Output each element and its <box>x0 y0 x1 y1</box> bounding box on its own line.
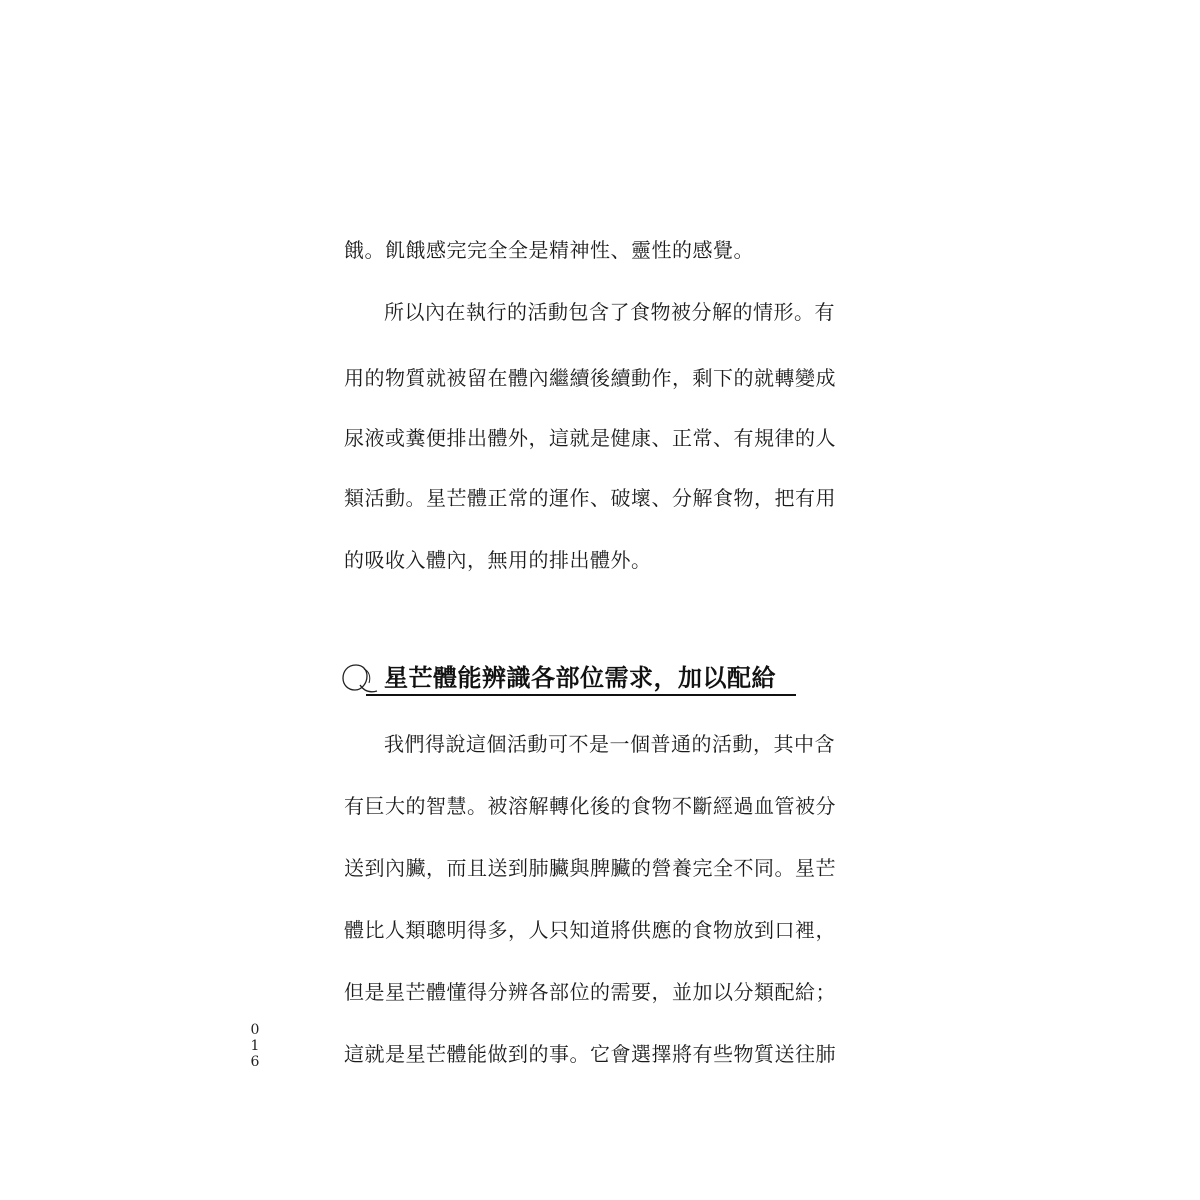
body-line: 所以內在執行的活動包含了食物被分解的情形。有 <box>384 300 835 324</box>
body-line: 送到內臟，而且送到肺臟與脾臟的營養完全不同。星芒 <box>344 856 836 880</box>
page-number-digit: 1 <box>250 1038 260 1054</box>
body-line: 的吸收入體內，無用的排出體外。 <box>344 548 652 572</box>
page-number <box>249 1022 261 1070</box>
body-line: 尿液或糞便排出體外，這就是健康、正常、有規律的人 <box>344 426 836 450</box>
body-line: 用的物質就被留在體內繼續後續動作，剩下的就轉變成 <box>344 366 836 390</box>
body-line: 類活動。星芒體正常的運作、破壞、分解食物，把有用 <box>344 486 836 510</box>
body-line: 體比人類聰明得多，人只知道將供應的食物放到口裡， <box>344 918 836 942</box>
page-number-digit: 0 <box>250 1022 260 1038</box>
body-line: 有巨大的智慧。被溶解轉化後的食物不斷經過血管被分 <box>344 794 836 818</box>
section-heading-text: 星芒體能辨識各部位需求，加以配給 <box>384 664 776 692</box>
section-heading <box>340 660 800 700</box>
body-line: 這就是星芒體能做到的事。它會選擇將有些物質送往肺 <box>344 1042 836 1066</box>
page-number-digit: 6 <box>250 1054 260 1070</box>
body-line: 但是星芒體懂得分辨各部位的需要，並加以分類配給； <box>344 980 836 1004</box>
body-line: 我們得說這個活動可不是一個普通的活動，其中含 <box>384 732 835 756</box>
heading-underline <box>366 694 796 696</box>
body-line: 餓。飢餓感完完全全是精神性、靈性的感覺。 <box>344 238 754 262</box>
q-ornament-icon <box>340 660 380 696</box>
